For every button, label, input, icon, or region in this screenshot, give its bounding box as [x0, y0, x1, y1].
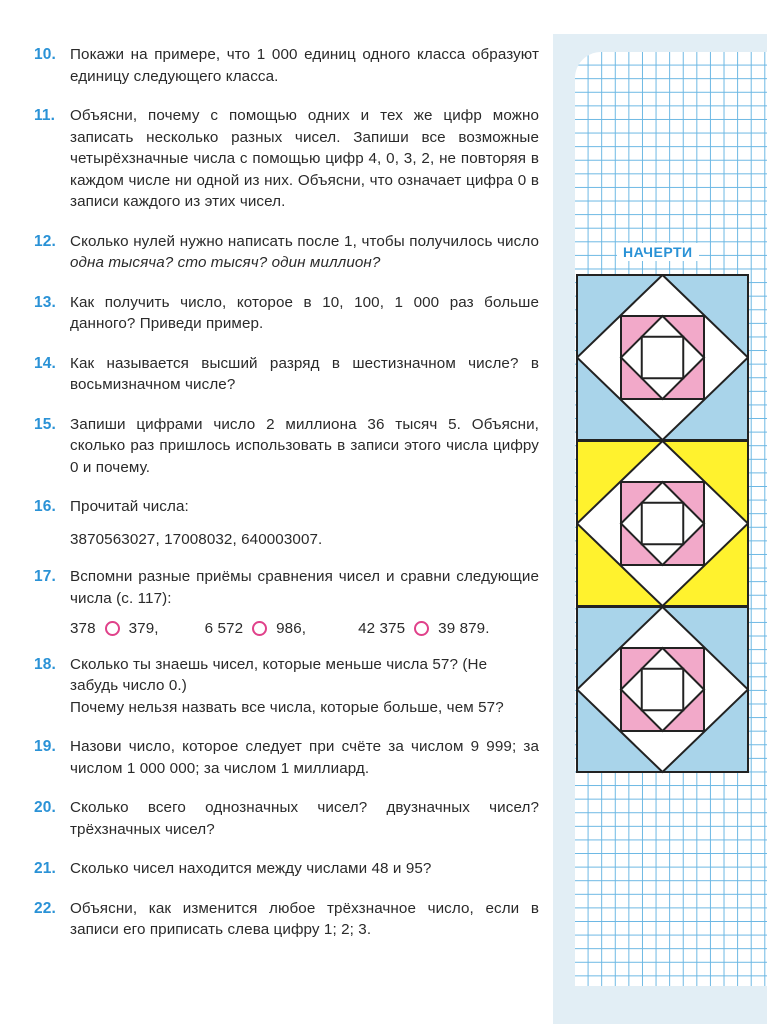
task-number: 12. [34, 232, 56, 250]
task-number: 19. [34, 738, 56, 755]
task-text: Назови число, которое следует при счёте за числом 9 999; за числом 1 000 000; за числом 1 миллиард. [70, 738, 539, 777]
task-number: 21. [34, 860, 56, 877]
task-number: 15. [34, 415, 56, 433]
comparison-3 [358, 618, 489, 640]
pattern-figure [576, 274, 749, 774]
comparison-2 [205, 618, 306, 640]
task-text: Вспомни разные приёмы сравнения чисел и сравни следующие числа (с. 117): [70, 568, 539, 607]
task-number: 16. [34, 498, 56, 515]
task-12 [34, 231, 539, 274]
task-text: Сколько чисел находится между числами 48 и 95? [70, 860, 432, 877]
task-21 [34, 858, 539, 880]
task-text: Прочитай числа: [70, 498, 189, 515]
draw-heading: НАЧЕРТИ [617, 243, 699, 261]
task-text: Сколько ты знаешь чисел, которые меньше числа 57? (Не забудь число 0.) [70, 655, 488, 694]
inner-square [642, 669, 684, 711]
task-text: Как получить число, которое в 10, 100, 1 000 раз больше данного? Приведи пример. [70, 293, 539, 332]
inner-square [642, 503, 684, 545]
compare-circle-icon[interactable] [105, 621, 120, 636]
pattern-block-2 [577, 441, 748, 606]
task-number: 13. [34, 293, 56, 311]
task-17 [34, 566, 539, 640]
task-18 [34, 654, 539, 719]
comparison-left: 42 375 [358, 620, 406, 637]
task-20 [34, 797, 539, 840]
task-text: Как называется высший разряд в шестизначном числе? в восьмизначном числе? [70, 354, 539, 393]
pattern-block-1 [577, 275, 748, 440]
task-text: Запиши цифрами число 2 миллиона 36 тысяч 5. Объясни, сколько раз пришлось использовать в записи этого числа цифру 0 и почему. [70, 415, 539, 476]
task-number: 11. [34, 107, 55, 124]
comparison-row [70, 618, 539, 640]
numbers-to-read: 3870563027, 17008032, 640003007. [70, 530, 323, 548]
comparison-right: 39 879. [438, 620, 490, 637]
comparison-1 [70, 618, 159, 640]
comparison-left: 6 572 [204, 620, 244, 637]
task-number: 14. [34, 354, 56, 372]
task-number: 18. [34, 655, 56, 673]
compare-circle-icon[interactable] [252, 621, 267, 636]
task-22 [34, 898, 539, 941]
compare-circle-icon[interactable] [414, 621, 429, 636]
comparison-right: 379, [128, 620, 159, 637]
task-number: 10. [34, 46, 56, 63]
task-text: Сколько всего однозначных чисел? двузначных чисел? трёхзначных чисел? [70, 799, 539, 838]
task-19 [34, 736, 539, 779]
task-number: 20. [34, 799, 56, 816]
task-text [70, 231, 539, 274]
task-10 [34, 44, 539, 87]
task-text: Покажи на примере, что 1 000 единиц одного класса образуют единицу следующего класса. [70, 46, 539, 85]
task-13 [34, 292, 539, 335]
task-15 [34, 414, 539, 479]
task-list [34, 40, 539, 941]
task-number: 22. [34, 899, 56, 917]
task-text: Объясни, почему с помощью одних и тех же цифр можно записать несколько разных чисел. Запиши все возможные четырёхзначные числа с помощью цифр 4, 0, 3, 2, не повторяя в каждом числе ни одной из них. Объясни, что означает цифра 0 в записи каждого из этих чисел. [70, 107, 539, 210]
task-text-continued: Почему нельзя назвать все числа, которые больше, чем 57? [70, 698, 504, 716]
task-text: Объясни, как изменится любое трёхзначное число, если в записи его приписать слева цифру 1; 2; 3. [70, 899, 539, 938]
comparison-right: 986, [276, 620, 307, 637]
inner-square [642, 337, 684, 379]
pattern-block-3 [577, 607, 748, 772]
task-text-plain: Сколько нулей нужно написать после 1, чтобы получилось число [70, 232, 539, 250]
task-text-italic: одна тысяча? сто тысяч? один миллион? [70, 254, 381, 271]
task-14 [34, 353, 539, 396]
task-11 [34, 105, 539, 213]
task-number: 17. [34, 568, 56, 585]
comparison-left: 378 [70, 620, 96, 637]
task-16 [34, 496, 539, 550]
